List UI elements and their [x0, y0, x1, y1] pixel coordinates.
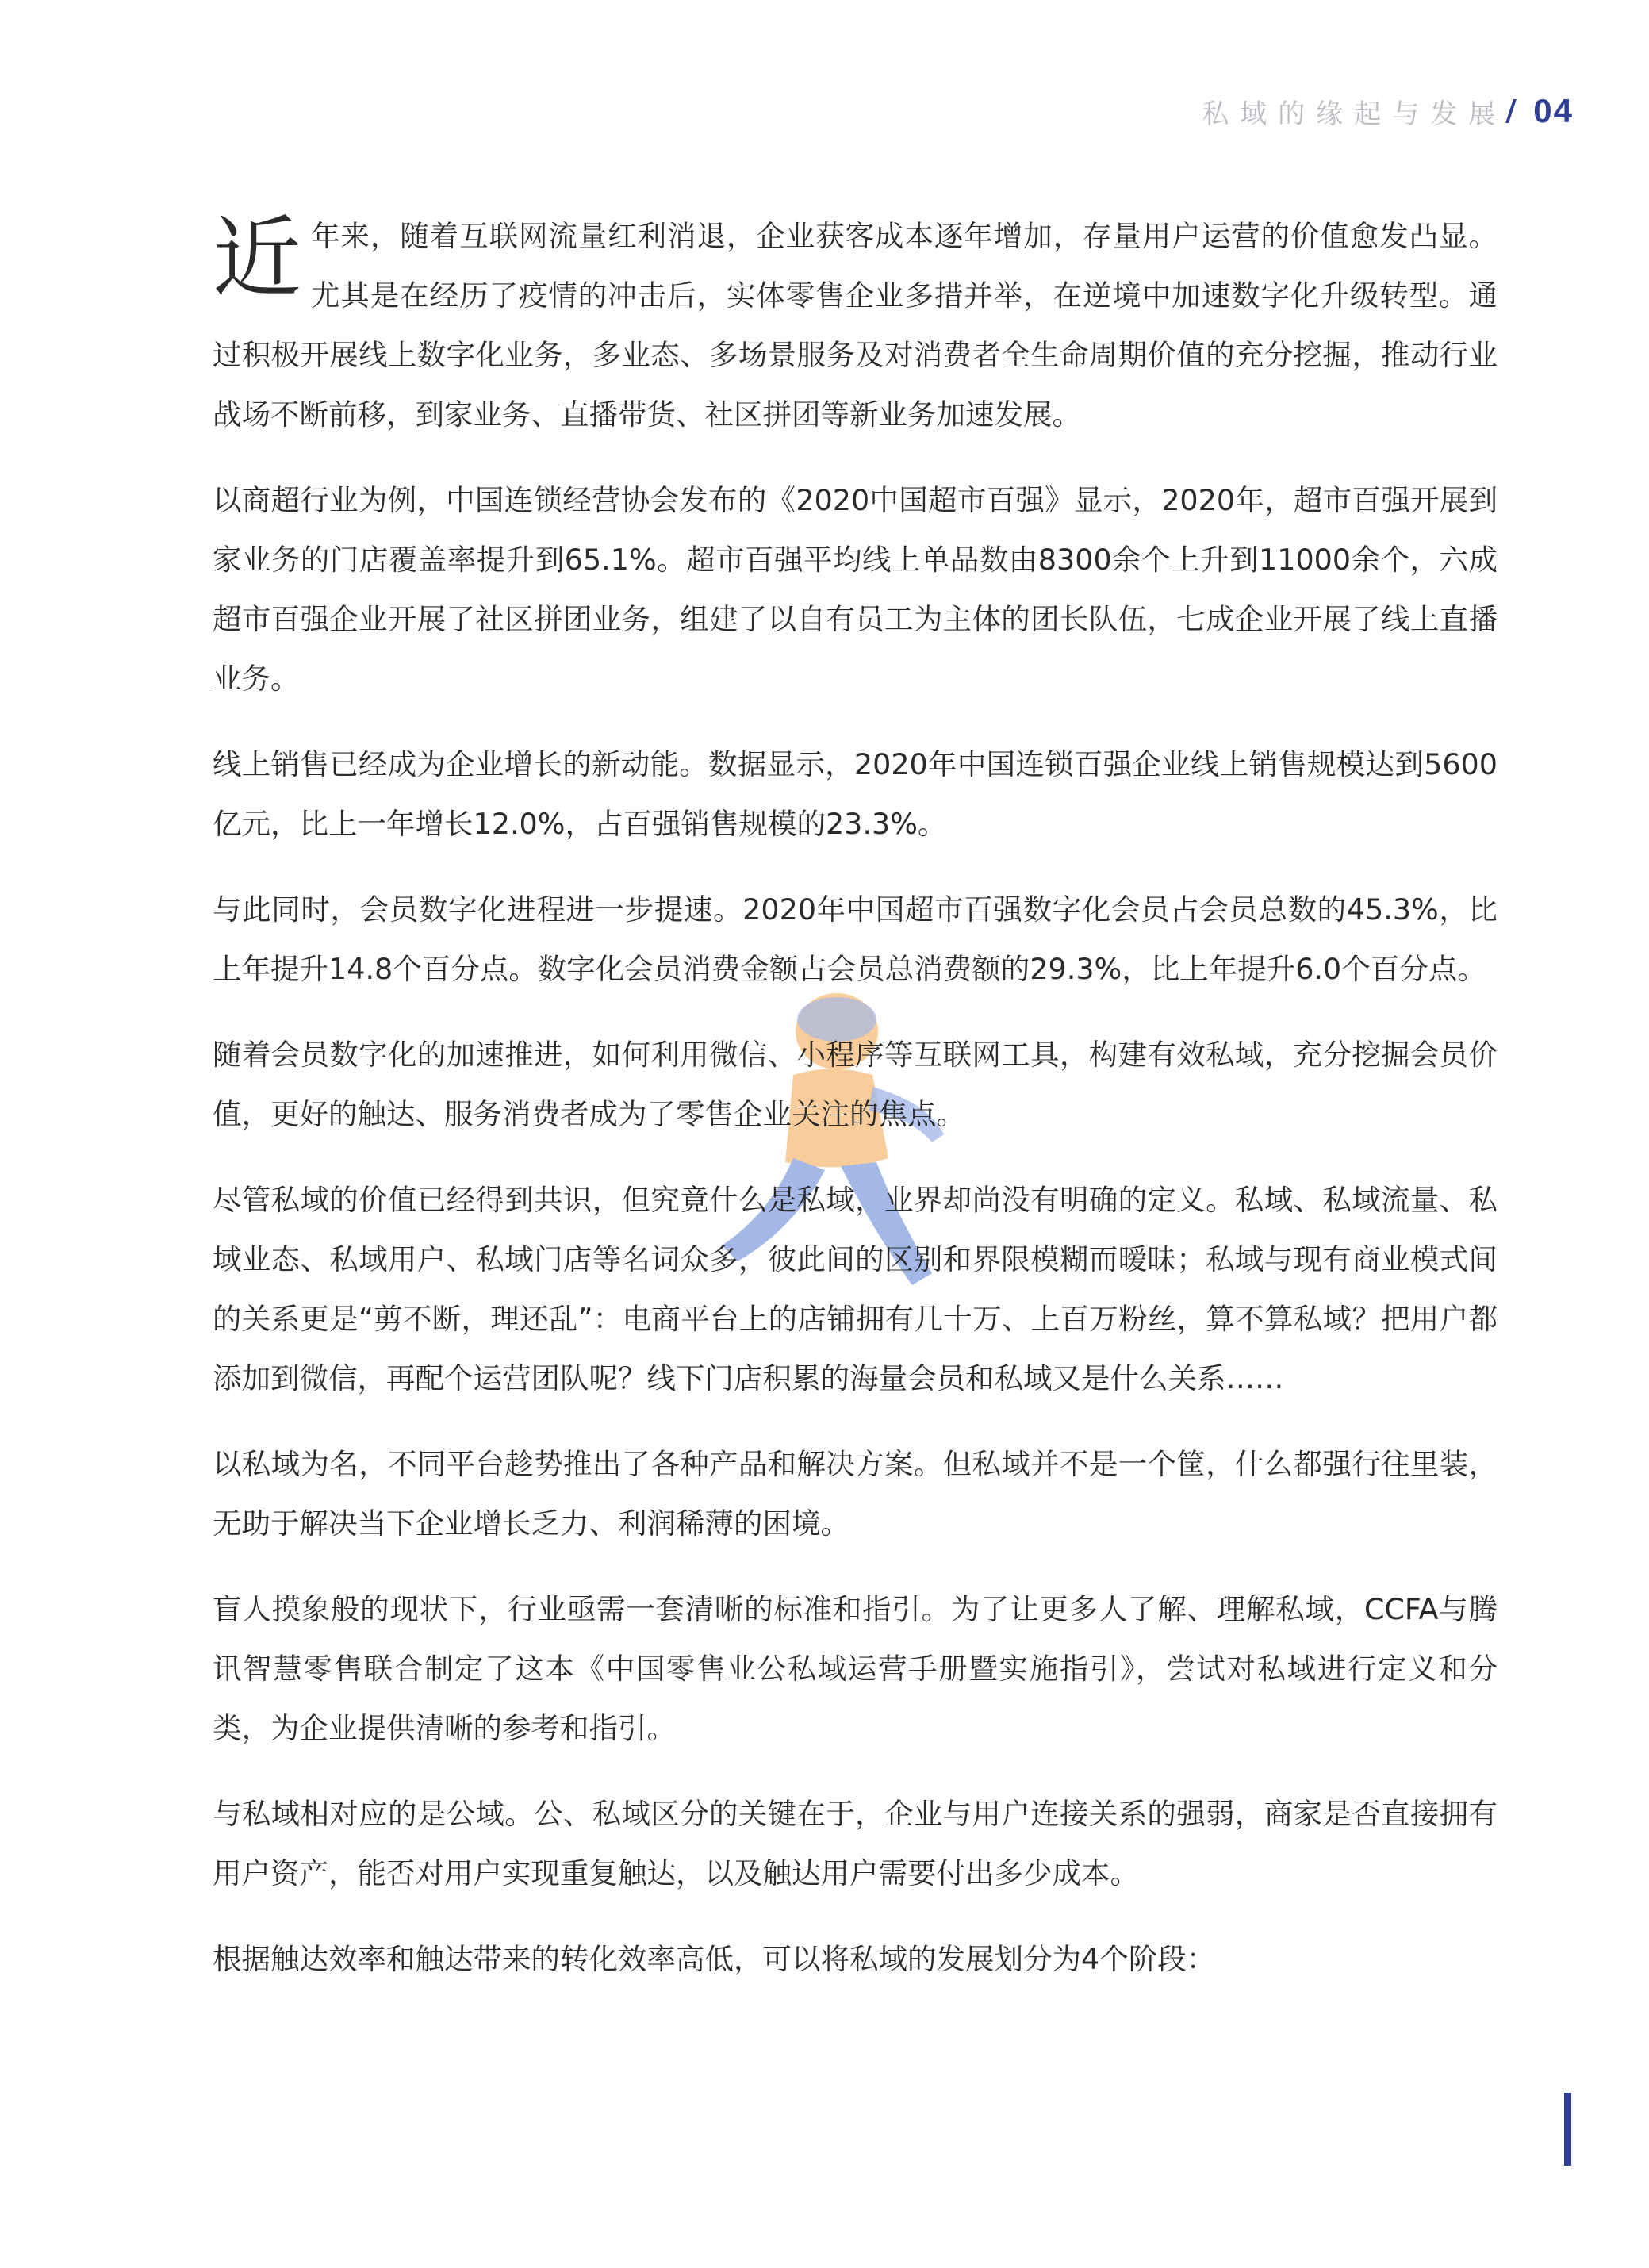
- paragraph-3: 线上销售已经成为企业增长的新动能。数据显示，2020年中国连锁百强企业线上销售规模达到5600亿元，比上一年增长12.0%，占百强销售规模的23.3%。: [213, 747, 1498, 841]
- paragraph-7: 以私域为名，不同平台趁势推出了各种产品和解决方案。但私域并不是一个筐，什么都强行往里装，无助于解决当下企业增长乏力、利润稀薄的困境。: [213, 1447, 1498, 1541]
- paragraph-1-text: 年来，随着互联网流量红利消退，企业获客成本逐年增加，存量用户运营的价值愈发凸显。尤其是在经历了疫情的冲击后，实体零售企业多措并举，在逆境中加速数字化升级转型。通过积极开展线上数字化业务，多业态、多场景服务及对消费者全生命周期价值的充分挖掘，推动行业战场不断前移，到家业务、直播带货、社区拼团等新业务加速发展。: [213, 219, 1498, 432]
- paragraph-5: 随着会员数字化的加速推进，如何利用微信、小程序等互联网工具，构建有效私域，充分挖掘会员价值，更好的触达、服务消费者成为了零售企业关注的焦点。: [213, 1038, 1498, 1131]
- page-header: [1202, 87, 1574, 135]
- paragraph-10: 根据触达效率和触达带来的转化效率高低，可以将私域的发展划分为4个阶段：: [213, 1942, 1216, 1976]
- paragraph-9: 与私域相对应的是公域。公、私域区分的关键在于，企业与用户连接关系的强弱，商家是否直接拥有用户资产，能否对用户实现重复触达，以及触达用户需要付出多少成本。: [213, 1797, 1498, 1890]
- drop-cap: 近: [213, 207, 301, 310]
- paragraph-1: [213, 206, 1498, 444]
- paragraph-4: 与此同时，会员数字化进程进一步提速。2020年中国超市百强数字化会员占会员总数的45.3%，比上年提升14.8个百分点。数字化会员消费金额占会员总消费额的29.3%，比上年提升6.0个百分点。: [213, 892, 1498, 986]
- header-slash-divider: [1505, 99, 1517, 123]
- page-edge-marker: [1564, 2093, 1571, 2166]
- paragraph-2: 以商超行业为例，中国连锁经营协会发布的《2020中国超市百强》显示，2020年，超市百强开展到家业务的门店覆盖率提升到65.1%。超市百强平均线上单品数由8300余个上升到11000余个，六成超市百强企业开展了社区拼团业务，组建了以自有员工为主体的团长队伍，七成企业开展了线上直播业务。: [213, 483, 1498, 696]
- paragraph-8: 盲人摸象般的现状下，行业亟需一套清晰的标准和指引。为了让更多人了解、理解私域，CCFA与腾讯智慧零售联合制定了这本《中国零售业公私域运营手册暨实施指引》，尝试对私域进行定义和分类，为企业提供清晰的参考和指引。: [213, 1592, 1498, 1745]
- article-body: [213, 206, 1498, 2015]
- page-number: 04: [1533, 92, 1574, 129]
- section-title: 私域的缘起与发展: [1202, 98, 1507, 130]
- paragraph-6: 尽管私域的价值已经得到共识，但究竟什么是私域，业界却尚没有明确的定义。私域、私域流量、私域业态、私域用户、私域门店等名词众多，彼此间的区别和界限模糊而暧昧；私域与现有商业模式间的关系更是“剪不断，理还乱”：电商平台上的店铺拥有几十万、上百万粉丝，算不算私域？把用户都添加到微信，再配个运营团队呢？线下门店积累的海量会员和私域又是什么关系……: [213, 1183, 1498, 1395]
